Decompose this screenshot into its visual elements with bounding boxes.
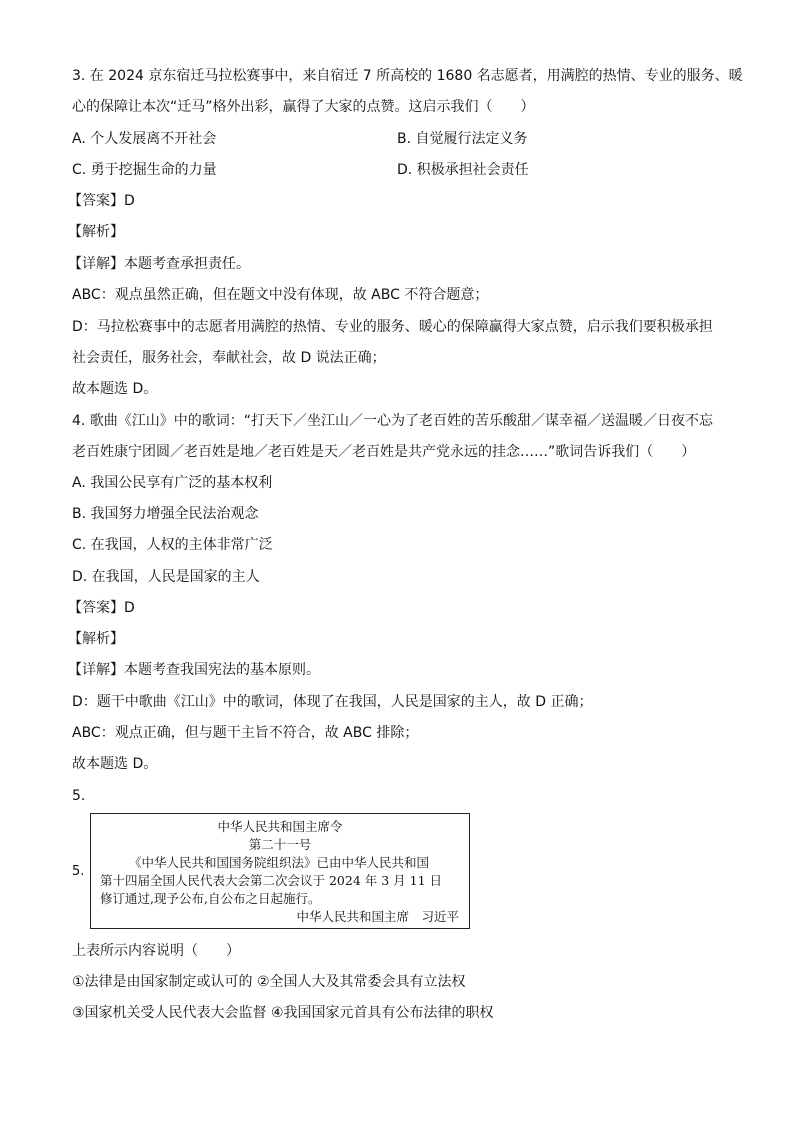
q4-option-b: B. 我国努力增强全民法治观念 bbox=[72, 506, 259, 522]
q3-option-c: C. 勇于挖掘生命的力量 bbox=[72, 162, 217, 178]
answer-value: D bbox=[124, 600, 135, 616]
q5-options-line1: ①法律是由国家制定或认可的 ②全国人大及其常委会具有立法权 bbox=[72, 974, 466, 990]
decree-body-line2: 第十四届全国人民代表大会第二次会议于 2024 年 3 月 11 日 bbox=[100, 873, 443, 888]
q4-analysis-tag: 【解析】 bbox=[68, 631, 124, 647]
decree-signature: 中华人民共和国主席 习近平 bbox=[296, 909, 459, 924]
q4-stem-line2: 老百姓康宁团圆／老百姓是地／老百姓是天／老百姓是共产党永远的挂念……”歌词告诉我们（ ） bbox=[72, 444, 696, 460]
presidential-decree-image bbox=[90, 813, 470, 929]
q3-stem-line1: 3. 在 2024 京东宿迁马拉松赛事中，来自宿迁 7 所高校的 1680 名志愿者，用满腔的热情、专业的服务、暖 bbox=[72, 68, 743, 84]
decree-title: 中华人民共和国主席令 bbox=[217, 819, 343, 834]
answer-tag: 【答案】 bbox=[68, 193, 124, 209]
detail-tag: 【详解】 bbox=[68, 662, 124, 678]
q4-option-d: D. 在我国，人民是国家的主人 bbox=[72, 569, 260, 585]
q4-option-c: C. 在我国，人权的主体非常广泛 bbox=[72, 537, 273, 553]
q3-explanation-2-line2: 社会责任，服务社会，奉献社会，故 D 说法正确； bbox=[72, 350, 386, 366]
q3-option-d: D. 积极承担社会责任 bbox=[397, 162, 529, 178]
q5-options-line2: ③国家机关受人民代表大会监督 ④我国国家元首具有公布法律的职权 bbox=[72, 1005, 494, 1021]
q4-explanation-2: ABC：观点正确，但与题干主旨不符合，故 ABC 排除； bbox=[72, 725, 419, 741]
q4-stem-line1: 4. 歌曲《江山》中的歌词：“打天下／坐江山／一心为了老百姓的苦乐酸甜／谋幸福／送温暖／日夜不忘 bbox=[72, 413, 714, 429]
q3-explanation-2-line1: D：马拉松赛事中的志愿者用满腔的热情、专业的服务、暖心的保障赢得大家点赞，启示我们要积极承担 bbox=[72, 319, 713, 335]
q3-option-a: A. 个人发展离不开社会 bbox=[72, 131, 217, 147]
q4-explanation-1: D：题干中歌曲《江山》中的歌词，体现了在我国，人民是国家的主人，故 D 正确； bbox=[72, 694, 593, 710]
q3-analysis-tag: 【解析】 bbox=[68, 224, 124, 240]
q5-box-number: 5. bbox=[72, 864, 85, 879]
q3-explanation-1: ABC：观点虽然正确，但在题文中没有体现，故 ABC 不符合题意； bbox=[72, 287, 489, 303]
detail-tag: 【详解】 bbox=[68, 256, 124, 272]
q3-answer bbox=[68, 191, 135, 211]
q5-stem: 上表所示内容说明（ ） bbox=[72, 943, 240, 959]
q3-option-b: B. 自觉履行法定义务 bbox=[397, 131, 528, 147]
decree-body-line1: 《中华人民共和国国务院组织法》已由中华人民共和国 bbox=[129, 855, 430, 870]
detail-text: 本题考查承担责任。 bbox=[124, 256, 250, 272]
answer-tag: 【答案】 bbox=[68, 600, 124, 616]
decree-number: 第二十一号 bbox=[248, 837, 312, 852]
detail-text: 本题考查我国宪法的基本原则。 bbox=[124, 662, 320, 678]
answer-value: D bbox=[124, 193, 135, 209]
q4-option-a: A. 我国公民享有广泛的基本权利 bbox=[72, 475, 273, 491]
q3-stem-line2: 心的保障让本次“迁马”格外出彩，赢得了大家的点赞。这启示我们（ ） bbox=[72, 99, 535, 115]
q3-detail bbox=[68, 254, 250, 274]
q4-conclusion: 故本题选 D。 bbox=[72, 756, 158, 772]
q4-detail bbox=[68, 660, 320, 680]
q3-conclusion: 故本题选 D。 bbox=[72, 381, 158, 397]
q4-answer bbox=[68, 598, 135, 618]
q5-number: 5. bbox=[72, 788, 86, 804]
decree-body-line3: 修订通过,现予公布,自公布之日起施行。 bbox=[100, 891, 321, 906]
